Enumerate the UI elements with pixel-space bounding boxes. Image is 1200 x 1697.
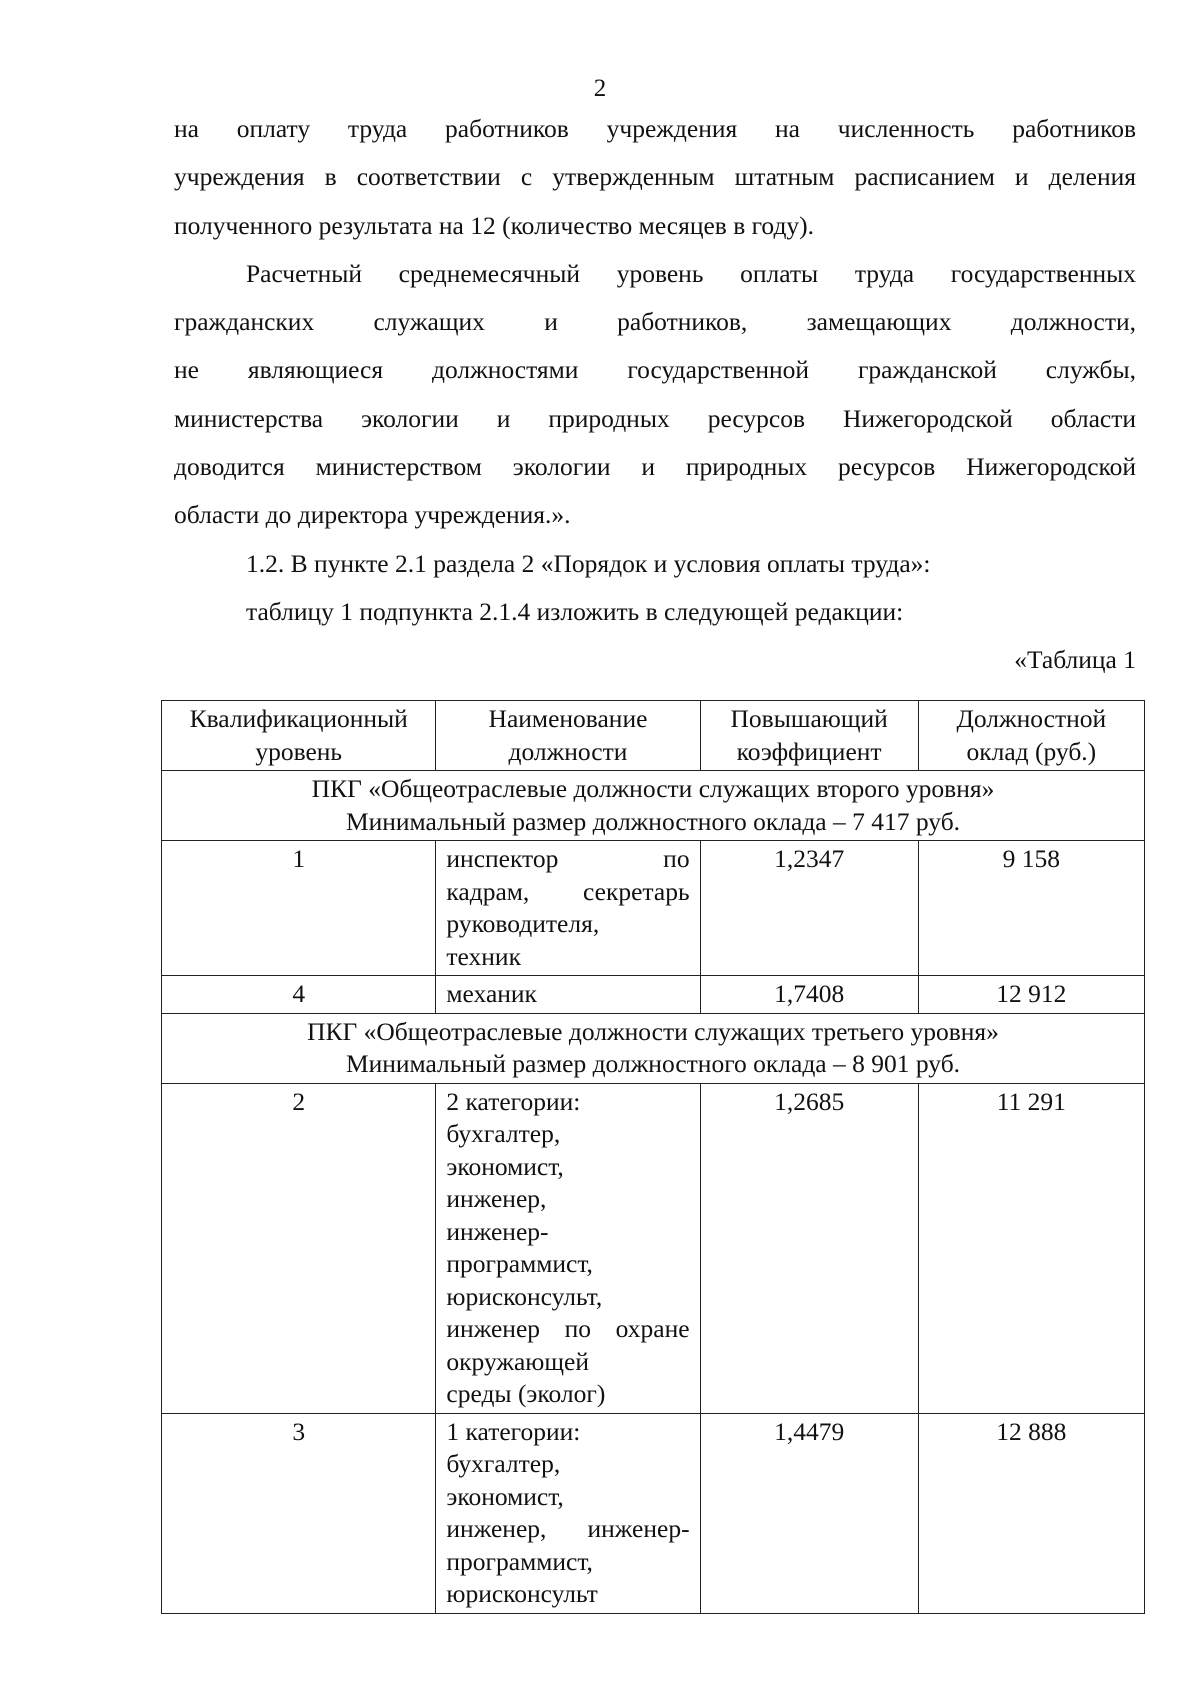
position-line: руководителя, (446, 909, 600, 938)
paragraph-line: гражданских служащих и работников, замещающих должности, (174, 307, 1136, 337)
cell-position (436, 1413, 700, 1613)
table-caption: «Таблица 1 (1014, 645, 1136, 675)
table-row (162, 976, 1145, 1014)
document-body (174, 105, 1136, 685)
cell-salary: 11 291 (918, 1083, 1144, 1413)
table-group-row (162, 1013, 1145, 1083)
cell-level: 2 (162, 1083, 436, 1413)
position-line: юрисконсульт (446, 1579, 598, 1608)
position-line: программист, (446, 1249, 593, 1278)
cell-level: 1 (162, 841, 436, 976)
cell-level: 3 (162, 1413, 436, 1613)
position-line: программист, (446, 1546, 593, 1576)
table-row (162, 1083, 1145, 1413)
table-row (162, 841, 1145, 976)
position-line: инспектор по (446, 844, 690, 873)
position-line: инженер, инженер- (446, 1514, 690, 1543)
paragraph-line: на оплату труда работников учреждения на численность работников (174, 114, 1136, 143)
group-title (162, 1013, 1145, 1083)
group-title (162, 771, 1145, 841)
position-line: 2 категории: (446, 1086, 581, 1116)
cell-coefficient: 1,7408 (700, 976, 918, 1014)
group-name: ПКГ «Общеотраслевые должности служащих третьего уровня» (307, 1016, 999, 1046)
position-line: юрисконсульт, (446, 1281, 603, 1311)
position-line: техник (446, 941, 521, 971)
table-row (162, 1413, 1145, 1613)
paragraph-line: доводится министерством экологии и природных ресурсов Нижегородской (174, 452, 1136, 482)
cell-position (436, 976, 700, 1014)
paragraph-table-intro: таблицу 1 подпункта 2.1.4 изложить в следующей редакции: (246, 596, 904, 626)
position-line: механик (446, 979, 537, 1008)
cell-coefficient: 1,2685 (700, 1083, 918, 1413)
position-line: инженер- (446, 1216, 549, 1246)
position-line: 1 категории: (446, 1416, 581, 1446)
header-salary: Должностной оклад (руб.) (918, 701, 1144, 771)
position-line: бухгалтер, (446, 1449, 561, 1478)
paragraph-line: министерства экологии и природных ресурсов Нижегородской области (174, 403, 1136, 433)
position-line: бухгалтер, (446, 1119, 561, 1148)
cell-position (436, 841, 700, 976)
paragraph-line: области до директора учреждения.». (174, 500, 571, 530)
cell-salary: 12 888 (918, 1413, 1144, 1613)
paragraph-line: полученного результата на 12 (количество месяцев в году). (174, 210, 815, 240)
salary-table (161, 700, 1145, 1614)
page-number: 2 (593, 75, 607, 102)
cell-salary: 12 912 (918, 976, 1144, 1014)
group-name: ПКГ «Общеотраслевые должности служащих второго уровня» (311, 774, 995, 803)
group-min-salary: Минимальный размер должностного оклада – 8 901 руб. (345, 1049, 961, 1078)
header-position: Наименование должности (436, 701, 700, 771)
position-line: окружающей (446, 1346, 589, 1376)
cell-coefficient: 1,2347 (700, 841, 918, 976)
paragraph-line: не являющиеся должностями государственной гражданской службы, (174, 355, 1136, 385)
header-level: Квалификационный уровень (162, 701, 436, 771)
table-group-row (162, 771, 1145, 841)
cell-position (436, 1083, 700, 1413)
position-line: инженер, (446, 1184, 547, 1213)
cell-level: 4 (162, 976, 436, 1014)
cell-salary: 9 158 (918, 841, 1144, 976)
position-line: среды (эколог) (446, 1379, 606, 1408)
table-header-row (162, 701, 1145, 771)
position-line: экономист, (446, 1481, 564, 1511)
paragraph-line: учреждения в соответствии с утвержденным штатным расписанием и деления (174, 162, 1136, 192)
header-coefficient: Повышающий коэффициент (700, 701, 918, 771)
cell-coefficient: 1,4479 (700, 1413, 918, 1613)
paragraph-section-change: 1.2. В пункте 2.1 раздела 2 «Порядок и условия оплаты труда»: (246, 548, 931, 578)
position-line: экономист, (446, 1151, 564, 1181)
position-line: инженер по охране (446, 1314, 690, 1343)
paragraph-line: Расчетный среднемесячный уровень оплаты труда государственных (246, 258, 1136, 288)
position-line: кадрам, секретарь (446, 876, 690, 906)
group-min-salary: Минимальный размер должностного оклада – 7 417 руб. (345, 806, 961, 836)
